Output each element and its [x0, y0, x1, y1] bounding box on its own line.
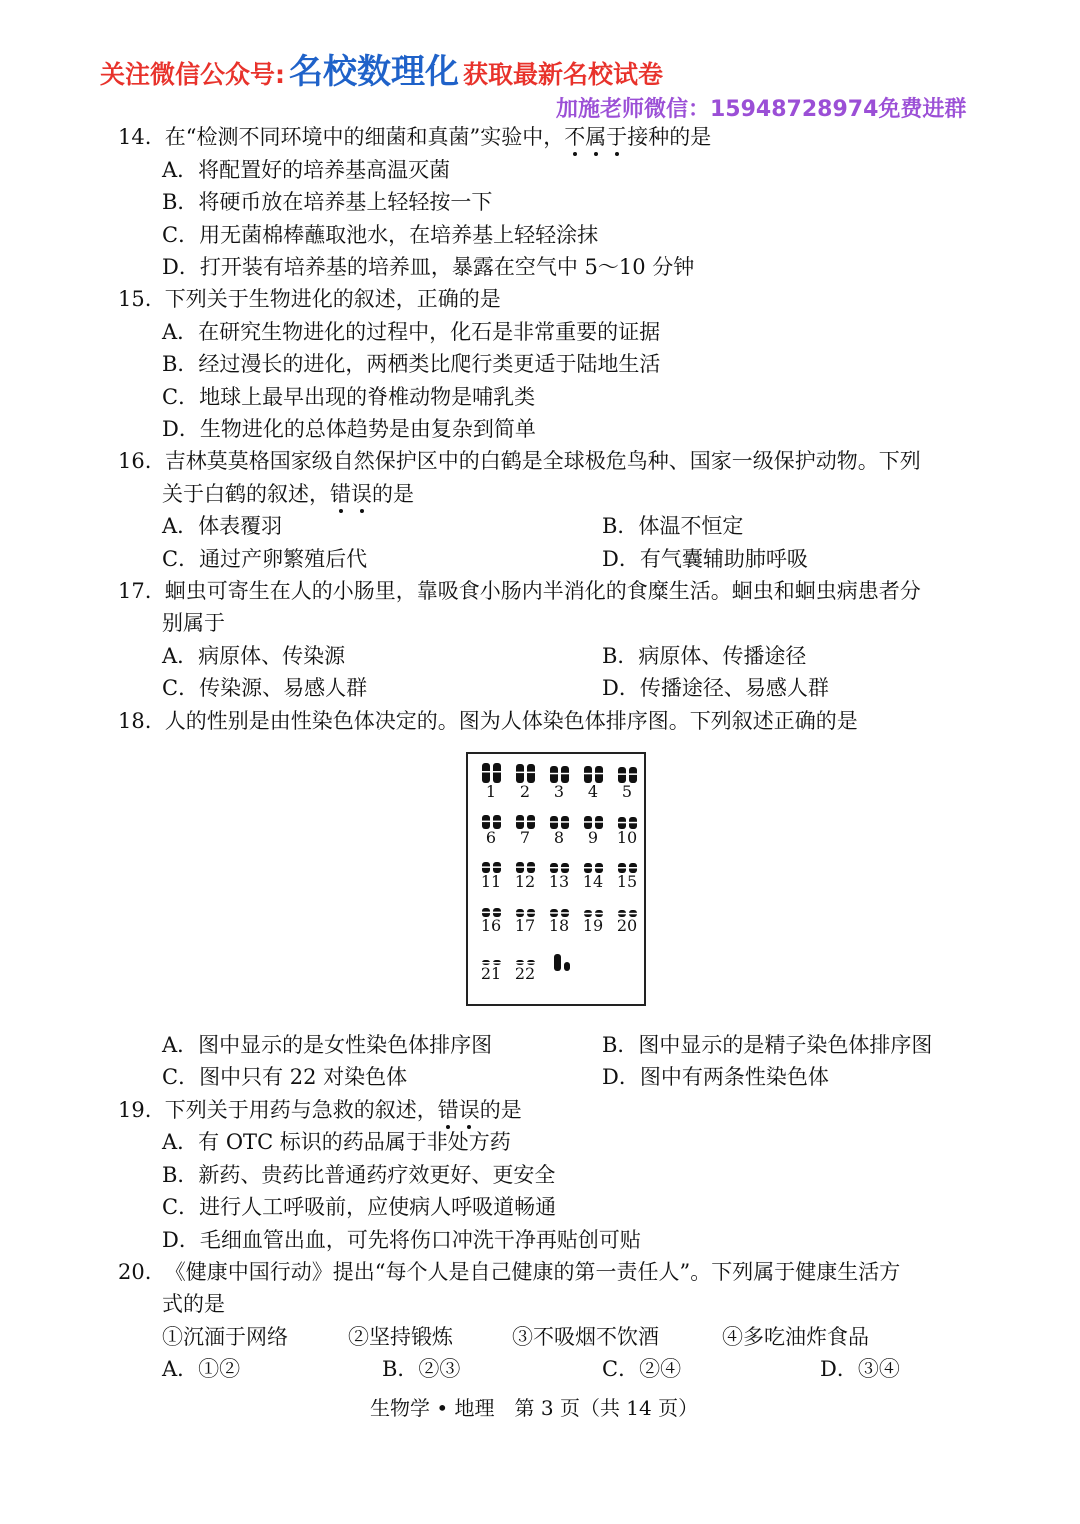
- chromosome-glyph: [480, 852, 504, 874]
- chromosome-number: 7: [519, 828, 531, 847]
- chromosome: [629, 767, 637, 783]
- centromere: [549, 821, 559, 823]
- centromere: [617, 913, 627, 915]
- chromosome-number: 16: [480, 916, 502, 935]
- q15-option-b[interactable]: B．经过漫长的进化，两栖类比爬行类更适于陆地生活: [162, 352, 661, 376]
- q16-option-c[interactable]: C．通过产卵繁殖后代: [162, 547, 368, 571]
- question-16-stem: 16. 吉林莫莫格国家级自然保护区中的白鹤是全球极危鸟种、国家一级保护动物。下列: [118, 449, 921, 473]
- chromosome-pair: [508, 806, 542, 850]
- chromosome-pair: [610, 850, 644, 894]
- centromere: [628, 822, 638, 824]
- emphasis-char: 属: [585, 125, 607, 149]
- chromosome-glyph: [514, 896, 538, 918]
- centromere: [594, 773, 604, 775]
- chromosome-number: 9: [587, 828, 599, 847]
- centromere: [492, 866, 502, 868]
- promo-banner: [100, 44, 663, 93]
- chromosome-pair: [474, 942, 508, 986]
- centromere: [481, 771, 491, 773]
- q14-option-a[interactable]: A．将配置好的培养基高温灭菌: [162, 158, 451, 182]
- chromosome-glyph: [480, 762, 504, 784]
- centromere: [515, 772, 525, 774]
- chromosome-glyph: [548, 762, 572, 784]
- question-20-stem-cont: 式的是: [162, 1292, 225, 1316]
- q15-option-d[interactable]: D．生物进化的总体趋势是由复杂到简单: [162, 417, 536, 441]
- emphasis-char: 错: [330, 482, 351, 506]
- q14-option-d[interactable]: D．打开装有培养基的培养皿，暴露在空气中 5～10 分钟: [162, 255, 695, 279]
- page-footer: 生物学 • 地理 第 3 页（共 14 页）: [370, 1396, 699, 1420]
- centromere: [560, 773, 570, 775]
- chromosome-number: 14: [582, 872, 604, 891]
- centromere: [583, 821, 593, 823]
- q17-option-a[interactable]: A．病原体、传染源: [162, 644, 346, 668]
- q20-item-1: ①沉湎于网络: [162, 1325, 288, 1349]
- chromosome-pair: [610, 806, 644, 850]
- chromosome-pair: [474, 850, 508, 894]
- emphasis-char: 错: [437, 1098, 459, 1122]
- q16-option-a[interactable]: A．体表覆羽: [162, 514, 283, 538]
- emphasis-char: 误: [458, 1098, 480, 1122]
- chromosome-number: 1: [485, 782, 497, 801]
- chromosome-pair: [542, 760, 576, 804]
- chromosome-number: 4: [587, 782, 599, 801]
- karyotype-row: [468, 760, 644, 804]
- karyotype-row: [468, 894, 644, 938]
- q18-option-a[interactable]: A．图中显示的是女性染色体排序图: [162, 1033, 493, 1057]
- q19-option-a[interactable]: A．有 OTC 标识的药品属于非处方药: [162, 1130, 511, 1154]
- chromosome-number: 21: [480, 964, 502, 983]
- q19-option-c[interactable]: C．进行人工呼吸前，应使病人呼吸道畅通: [162, 1195, 557, 1219]
- chromosome-glyph: [582, 852, 606, 874]
- centromere: [628, 913, 638, 915]
- chromosome-pair: [576, 806, 610, 850]
- chromosome-number: 8: [553, 828, 565, 847]
- emphasis-char: 误: [351, 482, 372, 506]
- centromere: [526, 912, 536, 914]
- chromosome-number: 13: [548, 872, 570, 891]
- chromosome-glyph: [548, 852, 572, 874]
- wechat-contact: 加施老师微信：15948728974免费进群: [556, 97, 967, 122]
- chromosome-pair: [508, 850, 542, 894]
- emphasis-char: 于: [606, 125, 628, 149]
- centromere: [481, 912, 491, 914]
- centromere: [594, 867, 604, 869]
- question-18-stem: 18. 人的性别是由性染色体决定的。图为人体染色体排序图。下列叙述正确的是: [118, 709, 858, 733]
- question-17-stem-cont: 别属于: [162, 611, 225, 635]
- centromere: [628, 773, 638, 775]
- q18-option-b[interactable]: B．图中显示的是精子染色体排序图: [602, 1033, 933, 1057]
- chromosome-glyph: [514, 944, 538, 966]
- chromosome-pair: [542, 850, 576, 894]
- chromosome-number: 19: [582, 916, 604, 935]
- chromosome-number: 3: [553, 782, 565, 801]
- question-15-stem: 15. 下列关于生物进化的叙述，正确的是: [118, 287, 501, 311]
- q20-option-d[interactable]: D．③④: [820, 1357, 900, 1381]
- banner-prefix: 关注微信公众号:: [100, 60, 285, 89]
- chromosome-glyph: [480, 944, 504, 966]
- q20-option-a[interactable]: A．①②: [162, 1357, 241, 1381]
- centromere: [515, 866, 525, 868]
- q18-option-c[interactable]: C．图中只有 22 对染色体: [162, 1065, 408, 1089]
- chromosome-glyph: [582, 808, 606, 830]
- chromosome-number: 18: [548, 916, 570, 935]
- chromosome: [550, 766, 558, 783]
- chromosome-glyph: [582, 762, 606, 784]
- centromere: [481, 866, 491, 868]
- centromere: [526, 772, 536, 774]
- chromosome-glyph: [616, 896, 640, 918]
- question-17-stem: 17. 蛔虫可寄生在人的小肠里，靠吸食小肠内半消化的食糜生活。蛔虫和蛔虫病患者分: [118, 579, 921, 603]
- chromosome: [482, 763, 490, 783]
- chromosome-glyph: [616, 808, 640, 830]
- centromere: [549, 773, 559, 775]
- centromere: [492, 912, 502, 914]
- centromere: [526, 866, 536, 868]
- chromosome-pair: [576, 894, 610, 938]
- chromosome-number: 22: [514, 964, 536, 983]
- q17-option-b[interactable]: B．病原体、传播途径: [602, 644, 807, 668]
- chromosome-glyph: [548, 896, 572, 918]
- q15-option-c[interactable]: C．地球上最早出现的脊椎动物是哺乳类: [162, 385, 536, 409]
- chromosome-glyph: [548, 808, 572, 830]
- chromosome-glyph: [514, 762, 538, 784]
- q19-option-d[interactable]: D．毛细血管出血，可先将伤口冲洗干净再贴创可贴: [162, 1228, 641, 1252]
- centromere: [583, 913, 593, 915]
- q15-option-a[interactable]: A．在研究生物进化的过程中，化石是非常重要的证据: [162, 320, 661, 344]
- chromosome-pair: [610, 894, 644, 938]
- sex-chromosomes: [550, 950, 580, 978]
- centromere: [515, 912, 525, 914]
- q16-option-d[interactable]: D．有气囊辅助肺呼吸: [602, 547, 808, 571]
- centromere: [628, 867, 638, 869]
- chromosome-number: 5: [621, 782, 633, 801]
- chromosome-pair: [508, 760, 542, 804]
- karyotype-figure: [466, 752, 646, 1006]
- emphasis-wrong-19: [438, 1098, 480, 1122]
- chromosome-pair: [576, 850, 610, 894]
- q18-option-d[interactable]: D．图中有两条性染色体: [602, 1065, 829, 1089]
- q20-item-4: ④多吃油炸食品: [722, 1325, 869, 1349]
- chromosome-number: 10: [616, 828, 638, 847]
- chromosome-number: 15: [616, 872, 638, 891]
- chromosome-number: 11: [480, 872, 502, 891]
- chromosome-pair: [508, 942, 542, 986]
- centromere: [617, 773, 627, 775]
- question-16-stem-cont: 关于白鹤的叙述，错误的是: [162, 482, 414, 506]
- chromosome-pair: [542, 894, 576, 938]
- q14-option-c[interactable]: C．用无菌棉棒蘸取池水，在培养基上轻轻涂抹: [162, 223, 599, 247]
- chromosome: [618, 767, 626, 783]
- chromosome-glyph: [480, 808, 504, 830]
- chromosome-pair: [474, 760, 508, 804]
- chromosome-glyph: [616, 762, 640, 784]
- chromosome-glyph: [514, 852, 538, 874]
- centromere: [560, 867, 570, 869]
- chromosome: [527, 764, 535, 783]
- chromosome: [493, 763, 501, 783]
- emphasis-char: 不: [564, 125, 586, 149]
- centromere: [583, 867, 593, 869]
- centromere: [560, 912, 570, 914]
- q14-option-b[interactable]: B．将硬币放在培养基上轻轻按一下: [162, 190, 493, 214]
- chromosome: [561, 766, 569, 783]
- q20-item-2: ②坚持锻炼: [348, 1325, 453, 1349]
- chromosome-number: 6: [485, 828, 497, 847]
- centromere: [492, 821, 502, 823]
- chromosome-number: 17: [514, 916, 536, 935]
- chromosome: [564, 962, 570, 971]
- centromere: [549, 867, 559, 869]
- question-20-stem: 20. 《健康中国行动》提出“每个人是自己健康的第一责任人”。下列属于健康生活方: [118, 1260, 901, 1284]
- centromere: [492, 771, 502, 773]
- centromere: [583, 773, 593, 775]
- chromosome: [554, 954, 561, 971]
- q20-option-b[interactable]: B．②③: [382, 1357, 461, 1381]
- chromosome: [516, 764, 524, 783]
- chromosome-glyph: [616, 852, 640, 874]
- centromere: [617, 822, 627, 824]
- chromosome-pair: [576, 760, 610, 804]
- centromere: [515, 821, 525, 823]
- karyotype-row: [468, 850, 644, 894]
- q17-option-c[interactable]: C．传染源、易感人群: [162, 676, 368, 700]
- question-14-stem: 14. 在“检测不同环境中的细菌和真菌”实验中，不属于接种的是: [118, 125, 712, 149]
- centromere: [526, 821, 536, 823]
- q17-option-d[interactable]: D．传播途径、易感人群: [602, 676, 829, 700]
- q20-item-3: ③不吸烟不饮酒: [512, 1325, 659, 1349]
- chromosome-number: 20: [616, 916, 638, 935]
- chromosome-glyph: [514, 808, 538, 830]
- centromere: [594, 821, 604, 823]
- banner-suffix: 获取最新名校试卷: [463, 60, 664, 89]
- chromosome-glyph: [480, 896, 504, 918]
- chromosome-pair: [610, 760, 644, 804]
- banner-brand: 名校数理化: [289, 52, 459, 92]
- chromosome-pair: [508, 894, 542, 938]
- chromosome-pair: [474, 894, 508, 938]
- q20-option-c[interactable]: C．②④: [602, 1357, 682, 1381]
- q16-option-b[interactable]: B．体温不恒定: [602, 514, 744, 538]
- karyotype-row: [468, 806, 644, 850]
- emphasis-not-belong: [564, 125, 627, 149]
- chromosome: [584, 766, 592, 783]
- centromere: [549, 912, 559, 914]
- q19-option-b[interactable]: B．新药、贵药比普通药疗效更好、更安全: [162, 1163, 556, 1187]
- chromosome-number: 12: [514, 872, 536, 891]
- centromere: [617, 867, 627, 869]
- chromosome: [595, 766, 603, 783]
- question-19-stem: 19. 下列关于用药与急救的叙述，错误的是: [118, 1098, 522, 1122]
- centromere: [481, 821, 491, 823]
- chromosome-glyph: [582, 896, 606, 918]
- centromere: [594, 913, 604, 915]
- chromosome-pair: [542, 806, 576, 850]
- emphasis-wrong-16: [330, 482, 372, 506]
- chromosome-number: 2: [519, 782, 531, 801]
- chromosome-pair: [474, 806, 508, 850]
- centromere: [560, 821, 570, 823]
